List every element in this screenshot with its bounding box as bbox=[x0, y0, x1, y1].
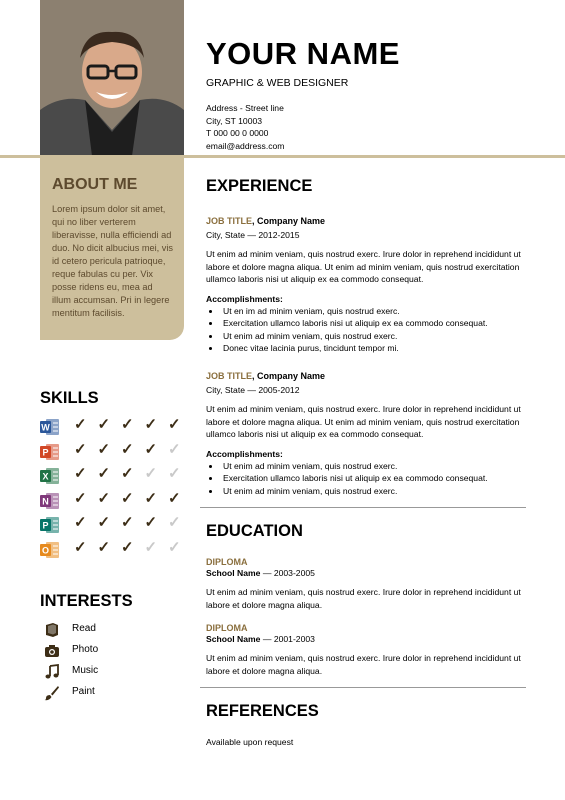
header-rule bbox=[0, 155, 565, 158]
job-location: City, State — 2012-2015 bbox=[206, 230, 300, 240]
interest-label: Paint bbox=[72, 686, 95, 697]
svg-text:O: O bbox=[41, 545, 50, 556]
check-filled-icon: ✓ bbox=[121, 514, 134, 532]
interest-item bbox=[44, 621, 164, 641]
check-filled-icon: ✓ bbox=[168, 489, 181, 507]
book-icon bbox=[44, 622, 60, 638]
check-filled-icon: ✓ bbox=[74, 440, 87, 458]
svg-text:P: P bbox=[42, 447, 49, 458]
school-years: — 2001-2003 bbox=[260, 634, 315, 644]
skills-title: SKILLS bbox=[40, 389, 99, 407]
svg-text:P: P bbox=[42, 520, 49, 531]
skill-row bbox=[40, 465, 190, 489]
music-icon bbox=[44, 664, 60, 680]
resume-subtitle: GRAPHIC & WEB DESIGNER bbox=[206, 77, 349, 89]
check-filled-icon: ✓ bbox=[74, 416, 87, 433]
check-empty-icon: ✓ bbox=[144, 539, 158, 556]
check-filled-icon: ✓ bbox=[97, 489, 111, 507]
accomplishments-label: Accomplishments: bbox=[206, 293, 283, 304]
check-empty-icon: ✓ bbox=[144, 465, 158, 483]
check-filled-icon: ✓ bbox=[144, 416, 158, 433]
job-entry bbox=[206, 211, 526, 355]
interest-label: Photo bbox=[72, 644, 99, 655]
check-filled-icon: ✓ bbox=[97, 514, 111, 532]
svg-text:X: X bbox=[42, 471, 49, 482]
school-name: School Name bbox=[206, 568, 261, 578]
list-item: • Ut enim ad minim veniam, quis nostrud exerc. bbox=[221, 330, 526, 342]
skill-row bbox=[40, 514, 190, 538]
check-filled-icon: ✓ bbox=[144, 440, 158, 458]
interest-label: Read bbox=[72, 623, 96, 634]
job-company: , Company Name bbox=[252, 371, 326, 381]
skill-row bbox=[40, 539, 190, 563]
list-item: • Exercitation ullamco laboris nisi ut aliquip ex ea commodo consequat. bbox=[221, 317, 526, 329]
address-email: email@address.com bbox=[206, 140, 285, 151]
school-years: — 2003-2005 bbox=[260, 568, 315, 578]
check-filled-icon: ✓ bbox=[121, 416, 134, 433]
education-title: EDUCATION bbox=[206, 522, 303, 540]
accomplishments-label: Accomplishments: bbox=[206, 448, 283, 459]
check-filled-icon: ✓ bbox=[97, 416, 111, 433]
word-icon bbox=[40, 418, 60, 436]
interest-item bbox=[44, 642, 164, 662]
school-name: School Name bbox=[206, 634, 261, 644]
skill-row bbox=[40, 490, 190, 514]
list-item: • Donec vitae lacinia purus, tincidunt tempor mi. bbox=[221, 342, 526, 354]
check-filled-icon: ✓ bbox=[144, 514, 158, 532]
job-company: , Company Name bbox=[252, 216, 326, 226]
check-filled-icon: ✓ bbox=[144, 489, 158, 507]
references-title: REFERENCES bbox=[206, 702, 319, 720]
references-text: Available upon request bbox=[206, 737, 294, 747]
powerpoint-icon bbox=[40, 443, 60, 461]
check-empty-icon: ✓ bbox=[168, 539, 181, 556]
paintbrush-icon bbox=[44, 685, 60, 701]
job-location: City, State — 2005-2012 bbox=[206, 385, 300, 395]
job-entry bbox=[206, 366, 526, 497]
education-description: Ut enim ad minim veniam, quis nostrud exerc. Irure dolor in reprehend incididunt ut labore et dolore magna aliqua. bbox=[206, 587, 521, 610]
about-title: ABOUT ME bbox=[52, 176, 138, 193]
degree-title: DIPLOMA bbox=[206, 557, 248, 567]
check-filled-icon: ✓ bbox=[74, 539, 87, 556]
contact-block bbox=[206, 102, 284, 152]
interest-item bbox=[44, 663, 164, 683]
skill-row bbox=[40, 441, 190, 465]
list-item: • Ut enim ad minim veniam, quis nostrud exerc. bbox=[221, 485, 526, 497]
accomplishments-list bbox=[206, 305, 526, 355]
check-filled-icon: ✓ bbox=[97, 465, 111, 483]
onenote-icon bbox=[40, 492, 60, 510]
address-street: Address - Street line bbox=[206, 103, 284, 113]
list-item: • Ut en im ad minim veniam, quis nostrud exerc. bbox=[221, 305, 526, 317]
degree-title: DIPLOMA bbox=[206, 623, 248, 633]
list-item: • Ut enim ad minim veniam, quis nostrud exerc. bbox=[221, 460, 526, 472]
check-filled-icon: ✓ bbox=[74, 514, 87, 532]
office-icon bbox=[40, 541, 60, 559]
check-filled-icon: ✓ bbox=[121, 489, 134, 507]
resume-name: YOUR NAME bbox=[206, 36, 400, 71]
list-item: • Exercitation ullamco laboris nisi ut aliquip ex ea commodo consequat. bbox=[221, 472, 526, 484]
interest-item bbox=[44, 684, 164, 704]
svg-text:W: W bbox=[41, 422, 50, 433]
interests-title: INTERESTS bbox=[40, 592, 133, 610]
skill-row bbox=[40, 416, 190, 440]
education-entry bbox=[206, 623, 526, 677]
check-filled-icon: ✓ bbox=[74, 465, 87, 483]
address-city: City, ST 10003 bbox=[206, 115, 263, 126]
accomplishments-list bbox=[206, 460, 526, 497]
svg-text:N: N bbox=[42, 496, 49, 507]
profile-photo bbox=[40, 0, 184, 156]
publisher-icon bbox=[40, 516, 60, 534]
excel-icon bbox=[40, 467, 60, 485]
job-title: JOB TITLE bbox=[206, 371, 253, 381]
check-filled-icon: ✓ bbox=[168, 416, 181, 433]
job-title: JOB TITLE bbox=[206, 216, 253, 226]
check-empty-icon: ✓ bbox=[168, 465, 181, 483]
check-empty-icon: ✓ bbox=[168, 514, 181, 532]
check-filled-icon: ✓ bbox=[121, 440, 134, 458]
interest-label: Music bbox=[72, 665, 99, 676]
experience-title: EXPERIENCE bbox=[206, 177, 313, 195]
check-filled-icon: ✓ bbox=[97, 440, 111, 458]
education-entry bbox=[206, 557, 526, 611]
job-description: Ut enim ad minim veniam, quis nostrud exerc. Irure dolor in reprehend incididunt ut labore et dolore magna aliqua. Ut enim ad minim veniam, quis nostrud exercitation ullamco laboris nisi ut aliquip ex ea commodo consequat. bbox=[206, 249, 521, 285]
check-empty-icon: ✓ bbox=[168, 440, 181, 458]
address-phone: T 000 00 0 0000 bbox=[206, 128, 269, 138]
section-divider bbox=[200, 687, 526, 688]
section-divider bbox=[200, 507, 526, 508]
about-text: Lorem ipsum dolor sit amet, qui no liber verterem liberavisse, nulla efficiendi ad duo. No dicit albucius mei, vis id cetero pericula patrioque, reque fabulas cu per. Vix posse ridens eu, mea ad illum accumsan. Pri in legere mentitum facilisis. bbox=[52, 204, 174, 318]
check-filled-icon: ✓ bbox=[97, 539, 111, 556]
education-description: Ut enim ad minim veniam, quis nostrud exerc. Irure dolor in reprehend incididunt ut labore et dolore magna aliqua. bbox=[206, 653, 521, 676]
check-filled-icon: ✓ bbox=[121, 539, 134, 556]
check-filled-icon: ✓ bbox=[121, 465, 134, 483]
check-filled-icon: ✓ bbox=[74, 489, 87, 507]
camera-icon bbox=[44, 643, 60, 659]
job-description: Ut enim ad minim veniam, quis nostrud exerc. Irure dolor in reprehend incididunt ut labore et dolore magna aliqua. Ut enim ad minim veniam, quis nostrud exercitation ullamco laboris nisi ut aliquip ex ea commodo consequat. bbox=[206, 404, 521, 440]
